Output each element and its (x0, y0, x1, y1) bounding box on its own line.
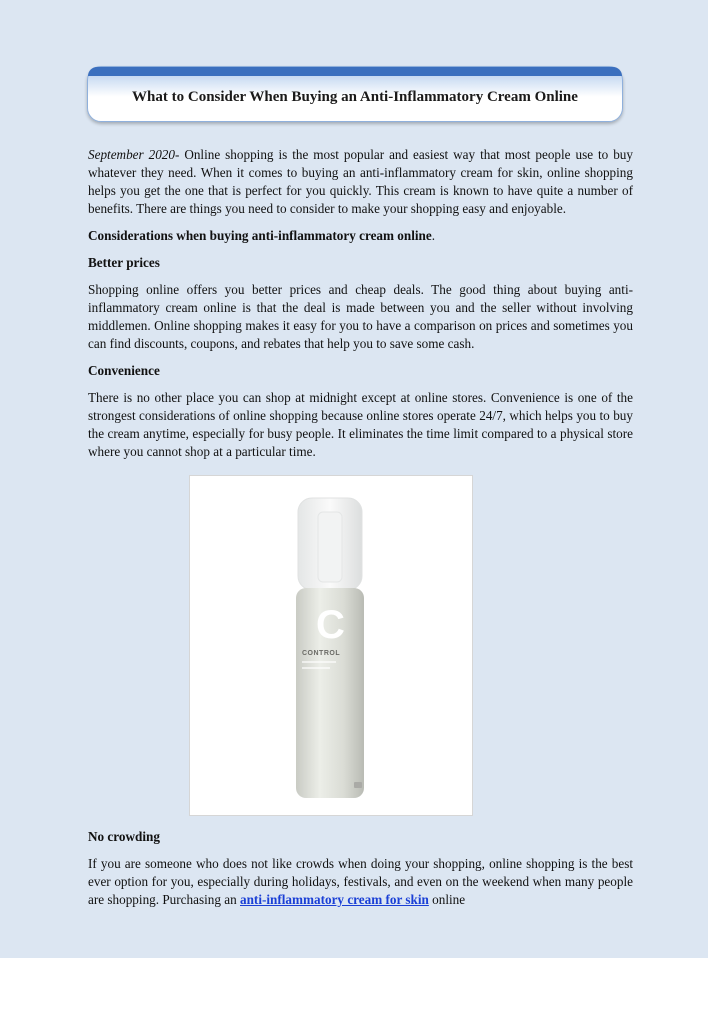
article-body (88, 146, 633, 918)
section-text-better-prices: Shopping online offers you better prices and cheap deals. The good thing about buying anti-inflammatory cream online is that the deal is made between you and the seller without involving middlemen. Online shopping makes it easy for you to have a comparison on prices and sometimes you can find discounts, coupons, and rebates that help you to save some cash. (88, 282, 633, 351)
title-banner (87, 66, 623, 122)
brand-label: CONTROL (302, 650, 341, 657)
section-heading-no-crowding: No crowding (88, 829, 160, 844)
section-heading-convenience: Convenience (88, 363, 160, 378)
intro-text: Online shopping is the most popular and easiest way that most people use to buy whatever they need. When it comes to buying an anti-inflammatory cream for skin, online shopping helps you get the one that is perfect for you quickly. This cream is known to have quite a number of benefits. There are things you need to consider to make your shopping easy and enjoyable. (88, 147, 633, 216)
product-image (189, 475, 473, 816)
page-title: What to Consider When Buying an Anti-Inflammatory Cream Online (132, 89, 578, 105)
considerations-heading: Considerations when buying anti-inflammatory cream online. (88, 228, 436, 243)
intro-paragraph (88, 146, 633, 218)
section-text-no-crowding: If you are someone who does not like crowds when doing your shopping, online shopping is the best ever option for you, especially during holidays, festivals, and even on the weekend when many people are shopping. Purchasing an anti-inflammatory cream for skin online (88, 856, 633, 907)
product-link[interactable]: anti-inflammatory cream for skin (240, 892, 429, 907)
bottle-pump (318, 512, 342, 582)
cream-bottle-illustration (190, 476, 472, 815)
logo-letter: C (316, 603, 345, 647)
date-text: September 2020- (88, 147, 180, 162)
section-heading-better-prices: Better prices (88, 255, 160, 270)
section-text-convenience: There is no other place you can shop at midnight except at online stores. Convenience is one of the strongest considerations of online shopping because online stores operate 24/7, which helps you to buy the cream anytime, especially for busy people. It eliminates the time limit compared to a physical store where you cannot shop at a particular time. (88, 390, 633, 459)
